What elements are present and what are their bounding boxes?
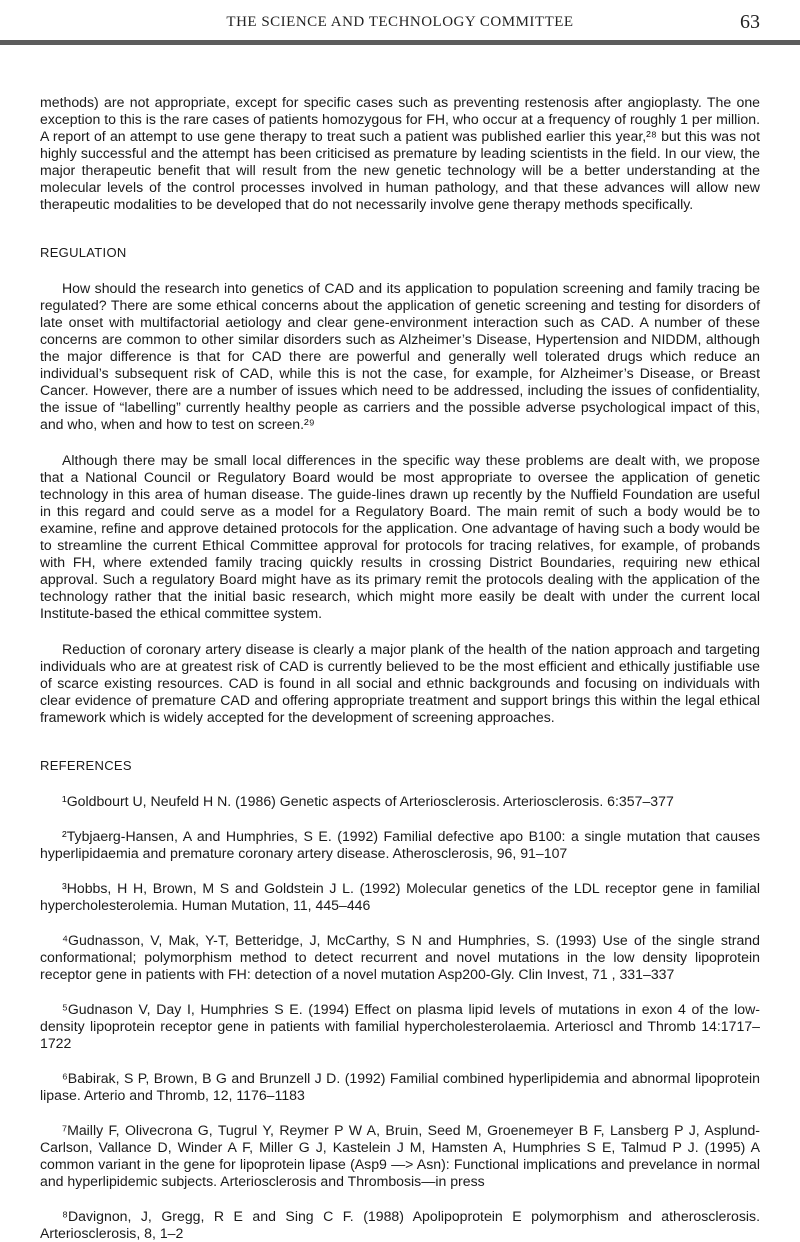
reference-item: ⁵Gudnason V, Day I, Humphries S E. (1994) Effect on plasma lipid levels of mutations in exon 4 of the low-density lipoprotein receptor gene in patients with familial hypercholesterolaemia. Arterioscl and Thromb 14:1717–1722 [40,1001,760,1051]
reference-item: ⁸Davignon, J, Gregg, R E and Sing C F. (1988) Apolipoprotein E polymorphism and atherosclerosis. Arteriosclerosis, 8, 1–2 [40,1208,760,1241]
reference-item: ⁷Mailly F, Olivecrona G, Tugrul Y, Reymer P W A, Bruin, Seed M, Groenemeyer B F, Lansberg P J, Asplund-Carlson, Vallance D, Winder A F, Miller G J, Kastelein J M, Hamsten A, Humphries S E, Talmud P J. (1995) A common variant in the gene for lipoprotein lipase (Asp9 —> Asn): Functional implications and prevelance in normal and hyperlipidemic subjects. Arteriosclerosis and Thrombosis—in press [40,1122,760,1189]
running-head: THE SCIENCE AND TECHNOLOGY COMMITTEE [226,14,574,30]
reference-list [40,793,760,1242]
paragraph-4: Reduction of coronary artery disease is clearly a major plank of the health of the nation approach and targeting individuals who are at greatest risk of CAD is currently believed to be the most efficient and ethically justifiable use of scarce existing resources. CAD is found in all social and ethnic backgrounds and focusing on individuals with clear evidence of premature CAD and offering appropriate treatment and support brings this within the legal ethical framework which is widely accepted for the development of screening approaches. [40,641,760,725]
reference-item: ¹Goldbourt U, Neufeld H N. (1986) Genetic aspects of Arteriosclerosis. Arteriosclerosis. 6:357–377 [62,793,674,809]
reference-item: ⁴Gudnasson, V, Mak, Y-T, Betteridge, J, McCarthy, S N and Humphries, S. (1993) Use of the single strand conformational; polymorphism method to detect recurrent and novel mutations in the low density lipoprotein receptor gene in patients with FH: detection of a novel mutation Asp200-Gly. Clin Invest, 71 , 331–337 [40,932,760,982]
header-rule [0,40,800,45]
reference-item: ⁶Babirak, S P, Brown, B G and Brunzell J D. (1992) Familial combined hyperlipidemia and abnormal lipoprotein lipase. Arterio and Thromb, 12, 1176–1183 [40,1070,760,1103]
paragraph-1: methods) are not appropriate, except for specific cases such as preventing restenosis after angioplasty. The one exception to this is the rare cases of patients homozygous for FH, who occur at a frequency of roughly 1 per million. A report of an attempt to use gene therapy to treat such a patient was published earlier this year,²⁸ but this was not highly successful and the attempt has been criticised as premature by leading scientists in the field. In our view, the major therapeutic benefit that will result from the new genetic technology will be a better understanding at the molecular levels of the control processes involved in human pathology, and that these advances will allow new therapeutic modalities to be developed that do not necessarily involve gene therapy methods specifically. [40,94,760,212]
paragraph-3: Although there may be small local differences in the specific way these problems are dealt with, we propose that a National Council or Regulatory Board would be most appropriate to oversee the application of genetic technology in this area of human disease. The guide-lines drawn up recently by the Nuffield Foundation are useful in this regard and could serve as a model for a Regulatory Board. The main remit of such a body would be to examine, refine and approve detained protocols for the application. One advantage of having such a body would be to streamline the current Ethical Committee approval for protocols for tracing relatives, for example, of probands with FH, where extended family tracing quickly results in crossing District Boundaries, requiring new ethical approval. Such a regulatory Board might have as its primary remit the protocols dealing with the application of the technology rather that the initial basic research, which might more easily be dealt with under the current local Institute-based the ethical committee system. [40,452,760,621]
reference-item: ³Hobbs, H H, Brown, M S and Goldstein J L. (1992) Molecular genetics of the LDL receptor gene in familial hypercholesterolemia. Human Mutation, 11, 445–446 [40,880,760,913]
page-header [40,0,760,46]
body-text [40,94,760,1242]
page-number: 63 [740,11,760,33]
section-heading-references: REFERENCES [40,758,132,773]
paragraph-2: How should the research into genetics of CAD and its application to population screening and family tracing be regulated? There are some ethical concerns about the application of genetic screening and testing for disorders of late onset with multifactorial aetiology and clear gene-environment interaction such as CAD. A number of these concerns are common to other similar disorders such as Alzheimer’s Disease, Hypertension and NIDDM, although the major difference is that for CAD there are powerful and generally well tolerated drugs which reduce an individual’s subsequent risk of CAD, while this is not the case, for example, for Alzheimer’s Disease, or Breast Cancer. However, there are a number of issues which need to be addressed, including the issues of confidentiality, the issue of “labelling” currently healthy people as carriers and the possible adverse psychological impact of this, and who, when and how to test on screen.²⁹ [40,280,760,432]
reference-item: ²Tybjaerg-Hansen, A and Humphries, S E. (1992) Familial defective apo B100: a single mutation that causes hyperlipidaemia and premature coronary artery disease. Atherosclerosis, 96, 91–107 [40,828,760,861]
section-heading-regulation: REGULATION [40,245,127,260]
